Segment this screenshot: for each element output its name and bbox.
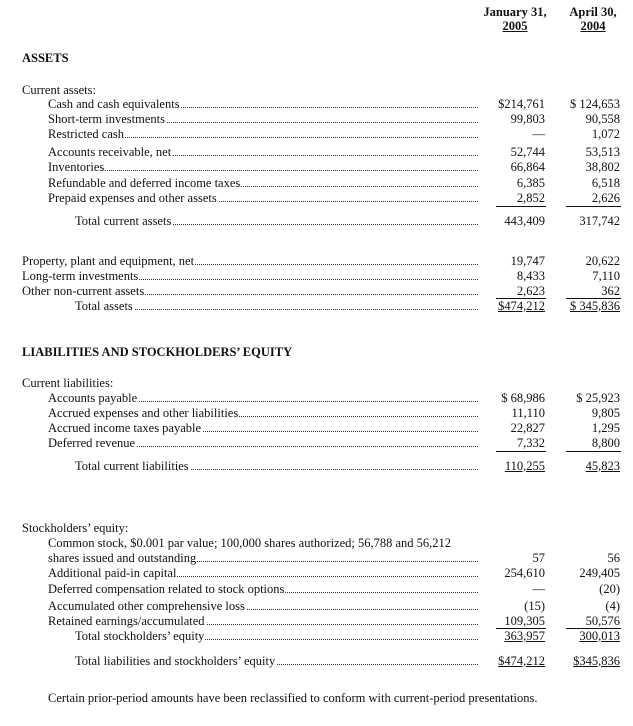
subtotal-rule-2005 xyxy=(496,451,546,452)
column-header-2005-line1: January 31, xyxy=(483,5,547,19)
value-2004: 50,576 xyxy=(585,614,620,628)
row-label: Restricted cash xyxy=(48,127,125,141)
row-label: Cash and cash equivalents xyxy=(48,97,180,111)
value-2005: $214,761 xyxy=(498,97,545,111)
row-label: Accrued income taxes payable xyxy=(48,421,202,435)
total-current-assets-row xyxy=(0,214,633,228)
assets-heading: ASSETS xyxy=(22,51,69,65)
value-2005: $474,212 xyxy=(498,654,545,668)
column-header-2004-year: 2004 xyxy=(580,19,606,33)
value-2004: 2,626 xyxy=(591,191,620,205)
common-stock-row xyxy=(0,551,633,565)
leader-dots xyxy=(48,160,478,174)
row-label: Long-term investments xyxy=(22,269,139,283)
row-label: Prepaid expenses and other assets xyxy=(48,191,217,205)
value-2005: 6,385 xyxy=(516,176,545,190)
table-row xyxy=(0,127,633,141)
value-2005: 99,803 xyxy=(510,112,545,126)
common-stock-line1: Common stock, $0.001 par value; 100,000 shares authorized; 56,788 and 56,212 xyxy=(48,536,452,550)
row-label: Retained earnings/accumulated xyxy=(48,614,205,628)
footnote: Certain prior-period amounts have been reclassified to conform with current-period presentations. xyxy=(48,691,538,705)
liabilities-heading: LIABILITIES AND STOCKHOLDERS’ EQUITY xyxy=(22,345,293,359)
row-label: Total liabilities and stockholders’ equity xyxy=(75,654,276,668)
value-2005: 254,610 xyxy=(504,566,545,580)
row-label: Inventories xyxy=(48,160,105,174)
row-label: Deferred compensation related to stock options xyxy=(48,582,285,596)
column-header-2004-line2 xyxy=(562,19,624,33)
value-2004: 362 xyxy=(601,284,620,298)
value-2004: 1,072 xyxy=(591,127,620,141)
value-2004: 300,013 xyxy=(579,629,620,643)
column-header-2004-line1: April 30, xyxy=(569,5,617,19)
value-2004: $345,836 xyxy=(573,654,620,668)
total-liabilities-equity-row xyxy=(0,654,633,668)
value-2004: 9,805 xyxy=(591,406,620,420)
value-2005: 2,623 xyxy=(516,284,545,298)
row-label: Additional paid-in capital xyxy=(48,566,177,580)
value-2004: 45,823 xyxy=(585,459,620,473)
value-2004: 317,742 xyxy=(579,214,620,228)
row-label: Total current assets xyxy=(75,214,172,228)
value-2005: — xyxy=(532,582,545,596)
value-2004: $ 345,836 xyxy=(570,299,620,313)
value-2005: 57 xyxy=(532,551,545,565)
column-header-2005 xyxy=(478,5,552,33)
value-2005: 7,332 xyxy=(516,436,545,450)
value-2005: 110,255 xyxy=(504,459,545,473)
leader-dots xyxy=(75,299,478,313)
subtotal-rule-2004 xyxy=(566,206,621,207)
subtotal-rule-2004 xyxy=(566,451,621,452)
value-2005: 66,864 xyxy=(510,160,545,174)
value-2004: 1,295 xyxy=(591,421,620,435)
table-row xyxy=(0,599,633,613)
value-2005: 8,433 xyxy=(516,269,545,283)
table-row xyxy=(0,614,633,628)
value-2004: 53,513 xyxy=(585,145,620,159)
table-row xyxy=(0,391,633,405)
current-assets-heading: Current assets: xyxy=(22,83,96,97)
table-row xyxy=(0,566,633,580)
row-label: Other non-current assets xyxy=(22,284,145,298)
value-2004: 38,802 xyxy=(585,160,620,174)
value-2004: $ 25,923 xyxy=(576,391,620,405)
row-label: Total current liabilities xyxy=(75,459,189,473)
value-2004: 249,405 xyxy=(579,566,620,580)
value-2004: 20,622 xyxy=(585,254,620,268)
current-liabilities-heading: Current liabilities: xyxy=(22,376,114,390)
table-row xyxy=(0,582,633,596)
total-assets-row xyxy=(0,299,633,313)
row-label: Deferred revenue xyxy=(48,436,136,450)
total-equity-row xyxy=(0,629,633,643)
table-row xyxy=(0,406,633,420)
column-header-2005-line2 xyxy=(478,19,552,33)
value-2004: 6,518 xyxy=(591,176,620,190)
value-2005: (15) xyxy=(524,599,545,613)
value-2004: 56 xyxy=(607,551,620,565)
table-row xyxy=(0,191,633,205)
value-2005: 443,409 xyxy=(504,214,545,228)
value-2005: 22,827 xyxy=(510,421,545,435)
table-row xyxy=(0,436,633,450)
row-label: Accounts payable xyxy=(48,391,138,405)
table-row xyxy=(0,284,633,298)
value-2005: 363,957 xyxy=(504,629,545,643)
value-2004: 8,800 xyxy=(591,436,620,450)
value-2004: 90,558 xyxy=(585,112,620,126)
equity-heading: Stockholders’ equity: xyxy=(22,521,129,535)
value-2005: 2,852 xyxy=(516,191,545,205)
value-2005: 109,305 xyxy=(504,614,545,628)
table-row xyxy=(0,254,633,268)
row-label: Accounts receivable, net xyxy=(48,145,172,159)
table-row xyxy=(0,176,633,190)
column-header-2004 xyxy=(562,5,624,33)
row-label: shares issued and outstanding xyxy=(48,551,197,565)
table-row xyxy=(0,145,633,159)
row-label: Total stockholders’ equity xyxy=(75,629,205,643)
value-2004: $ 124,653 xyxy=(570,97,620,111)
value-2005: 19,747 xyxy=(510,254,545,268)
table-row xyxy=(0,112,633,126)
row-label: Short-term investments xyxy=(48,112,165,126)
column-header-2005-year: 2005 xyxy=(502,19,528,33)
value-2005: $474,212 xyxy=(498,299,545,313)
row-label: Total assets xyxy=(75,299,133,313)
table-row xyxy=(0,160,633,174)
value-2004: (20) xyxy=(599,582,620,596)
value-2005: $ 68,986 xyxy=(501,391,545,405)
row-label: Accrued expenses and other liabilities xyxy=(48,406,239,420)
table-row xyxy=(0,421,633,435)
value-2005: 52,744 xyxy=(510,145,545,159)
table-row xyxy=(0,269,633,283)
total-current-liabilities-row xyxy=(0,459,633,473)
value-2005: 11,110 xyxy=(511,406,545,420)
value-2005: — xyxy=(532,127,545,141)
value-2004: (4) xyxy=(605,599,620,613)
subtotal-rule-2005 xyxy=(496,206,546,207)
row-label: Refundable and deferred income taxes xyxy=(48,176,241,190)
row-label: Accumulated other comprehensive loss xyxy=(48,599,245,613)
table-row xyxy=(0,97,633,111)
row-label: Property, plant and equipment, net xyxy=(22,254,195,268)
value-2004: 7,110 xyxy=(592,269,620,283)
